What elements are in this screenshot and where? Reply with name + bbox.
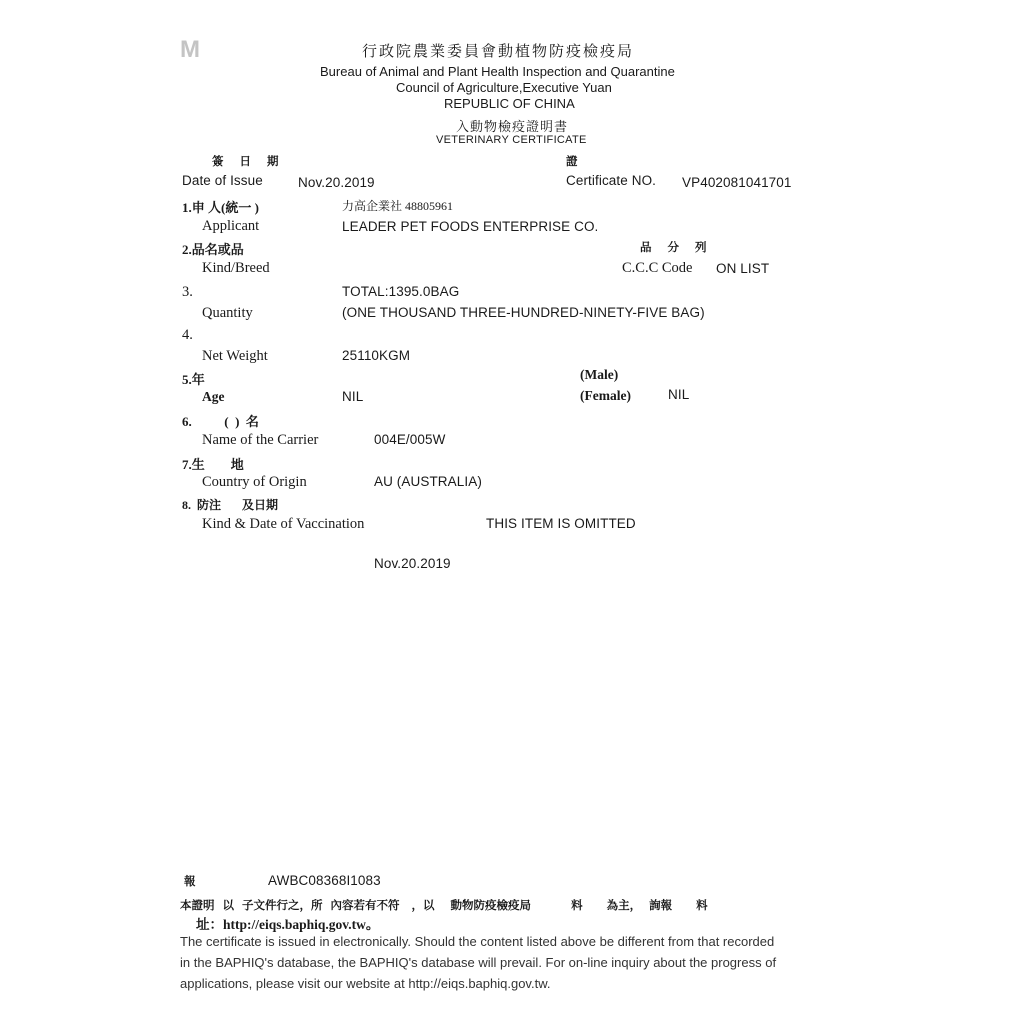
- applicant-label-chinese: 1.申 人(統一 ): [182, 200, 259, 215]
- net-weight-label: Net Weight: [202, 348, 268, 364]
- kind-breed-label: Kind/Breed: [202, 260, 270, 276]
- document-title-english: VETERINARY CERTIFICATE: [436, 134, 587, 146]
- signature-date: Nov.20.2019: [374, 556, 451, 571]
- ccc-label-chinese: 品 分 列: [640, 240, 707, 254]
- male-label: (Male): [580, 367, 619, 382]
- agency-name-english: Bureau of Animal and Plant Health Inspection and Quarantine: [320, 64, 675, 79]
- kind-label-chinese: 2.品名或品: [182, 242, 244, 257]
- origin-label: Country of Origin: [202, 474, 307, 490]
- age-label: Age: [202, 389, 225, 404]
- age-value: NIL: [342, 389, 364, 404]
- date-of-issue-label: Date of Issue: [182, 173, 263, 188]
- quantity-in-words: (ONE THOUSAND THREE-HUNDRED-NINETY-FIVE BAG): [342, 305, 705, 320]
- agency-name-chinese: 行政院農業委員會動植物防疫檢疫局: [362, 42, 635, 60]
- age-label-chinese: 5.年: [182, 372, 205, 387]
- notice-chinese-line-1: 本證明 以 子文件行之，所 內容若有不符 ，以 動物防疫檢疫局 料 為主， 詢報 料: [180, 898, 708, 912]
- document-title-chinese: 入動物檢疫證明書: [456, 120, 569, 135]
- quantity-value: TOTAL:1395.0BAG: [342, 284, 460, 299]
- country-name: REPUBLIC OF CHINA: [444, 96, 575, 111]
- carrier-label-chinese: 6. ( ) 名: [182, 414, 259, 429]
- applicant-value: LEADER PET FOODS ENTERPRISE CO.: [342, 219, 599, 234]
- vaccination-label: Kind & Date of Vaccination: [202, 516, 365, 532]
- certificate-number-label: Certificate NO.: [566, 173, 657, 188]
- net-weight-value: 25110KGM: [342, 348, 411, 363]
- quantity-label: Quantity: [202, 305, 253, 321]
- carrier-label: Name of the Carrier: [202, 432, 319, 448]
- notice-english-line-1: The certificate is issued in electronically. Should the content listed above be different from that recorded: [180, 934, 775, 949]
- applicant-value-chinese: 力高企業社 48805961: [342, 199, 454, 213]
- ccc-code-value: ON LIST: [716, 261, 770, 276]
- origin-label-chinese: 7.生 地: [182, 457, 244, 472]
- certificate-label-chinese: 證: [566, 154, 578, 168]
- notice-english-line-3: applications, please visit our website at http://eiqs.baphiq.gov.tw.: [180, 976, 551, 991]
- report-label-chinese: 報: [184, 874, 196, 888]
- date-of-issue-label-chinese: 簽 日 期: [212, 154, 285, 168]
- notice-chinese-line-2: 址：http://eiqs.baphiq.gov.tw。: [196, 917, 380, 932]
- vaccination-value: THIS ITEM IS OMITTED: [486, 516, 636, 531]
- vaccination-label-chinese: 8. 防注 及日期: [182, 498, 279, 512]
- date-of-issue-value: Nov.20.2019: [298, 175, 375, 190]
- notice-english-line-2: in the BAPHIQ's database, the BAPHIQ's database will prevail. For on-line inquiry about the progress of: [180, 955, 777, 970]
- sex-value: NIL: [668, 387, 690, 402]
- corner-mark: M: [180, 36, 200, 63]
- origin-value: AU (AUSTRALIA): [374, 474, 482, 489]
- report-number: AWBC08368I1083: [268, 873, 381, 888]
- ccc-code-label: C.C.C Code: [622, 260, 693, 276]
- net-weight-number: 4.: [182, 327, 193, 343]
- applicant-label: Applicant: [202, 218, 260, 234]
- female-label: (Female): [580, 388, 631, 403]
- carrier-value: 004E/005W: [374, 432, 446, 447]
- council-name: Council of Agriculture,Executive Yuan: [396, 80, 612, 95]
- quantity-number: 3.: [182, 284, 193, 300]
- certificate-number-value: VP402081041701: [682, 175, 792, 190]
